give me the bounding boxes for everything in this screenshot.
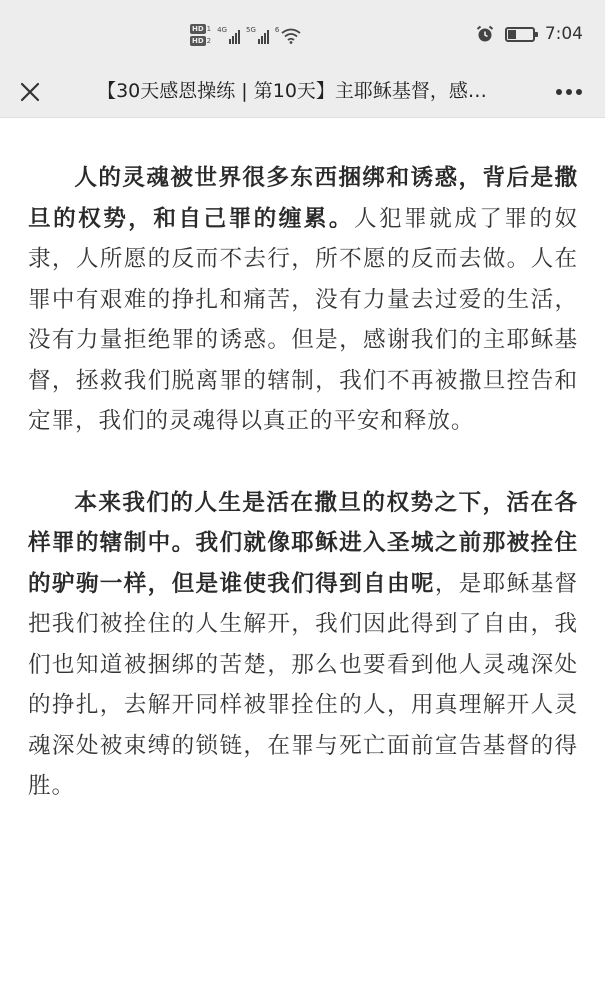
alarm-icon [475,24,495,44]
hd-label: HD [192,37,204,45]
article-body [0,118,605,1000]
hd-indicator-1 [190,24,211,34]
status-bar [0,0,605,66]
network-type-label: 4G [217,26,228,34]
close-icon [19,81,41,103]
network-indicators [190,20,301,50]
wifi-glyph [281,28,301,44]
more-icon [555,88,583,96]
hd-indicators [190,24,211,46]
body-text: ，是耶稣基督把我们被拴住的人生解开，我们因此得到了自由，我们也知道被捆绑的苦楚，那么也要看到他人灵魂深处的挣扎，去解开同样被罪拴住的人，用真理解开人灵魂深处被束缚的锁链，在罪与死亡面前宣告基督的得胜。 [28,570,578,799]
signal-icon [246,26,269,44]
page-title: 【30天感恩操练 | 第10天】主耶稣基督，感… [97,80,487,102]
sim-number: 1 [206,25,212,33]
clock: 7:04 [544,24,583,44]
hd-indicator-2 [190,36,211,46]
bold-text: 本来我们的人生是活在撒旦的权势之下，活在各样罪的辖制中。我们就像耶稣进入圣城之前那被拴住的驴驹一样，但是谁使我们得到自由呢 [28,489,578,597]
article-paragraph [28,158,578,442]
sim-number: 2 [206,37,212,45]
wifi-icon [275,26,301,44]
signal-icon [217,26,240,44]
network-type-label: 5G [246,26,256,34]
battery-icon [505,27,535,42]
bold-text: 人的灵魂被世界很多东西捆绑和诱惑，背后是撒旦的权势，和自己罪的缠累。 [28,165,578,232]
article-paragraph [28,483,578,807]
hd-label: HD [192,25,204,33]
nav-bar [0,66,605,118]
more-button[interactable] [549,76,589,108]
body-text: 人犯罪就成了罪的奴隶，人所愿的反而不去行，所不愿的反而去做。人在罪中有艰难的挣扎和痛苦，没有力量去过爱的生活，没有力量拒绝罪的诱惑。但是，感谢我们的主耶稣基督，拯救我们脱离罪的辖制，我们不再被撒旦控告和定罪，我们的灵魂得以真正的平安和释放。 [28,205,579,434]
battery-level [508,30,516,39]
wifi-label: 6 [274,26,280,34]
close-button[interactable] [10,72,50,112]
status-right [475,22,583,46]
